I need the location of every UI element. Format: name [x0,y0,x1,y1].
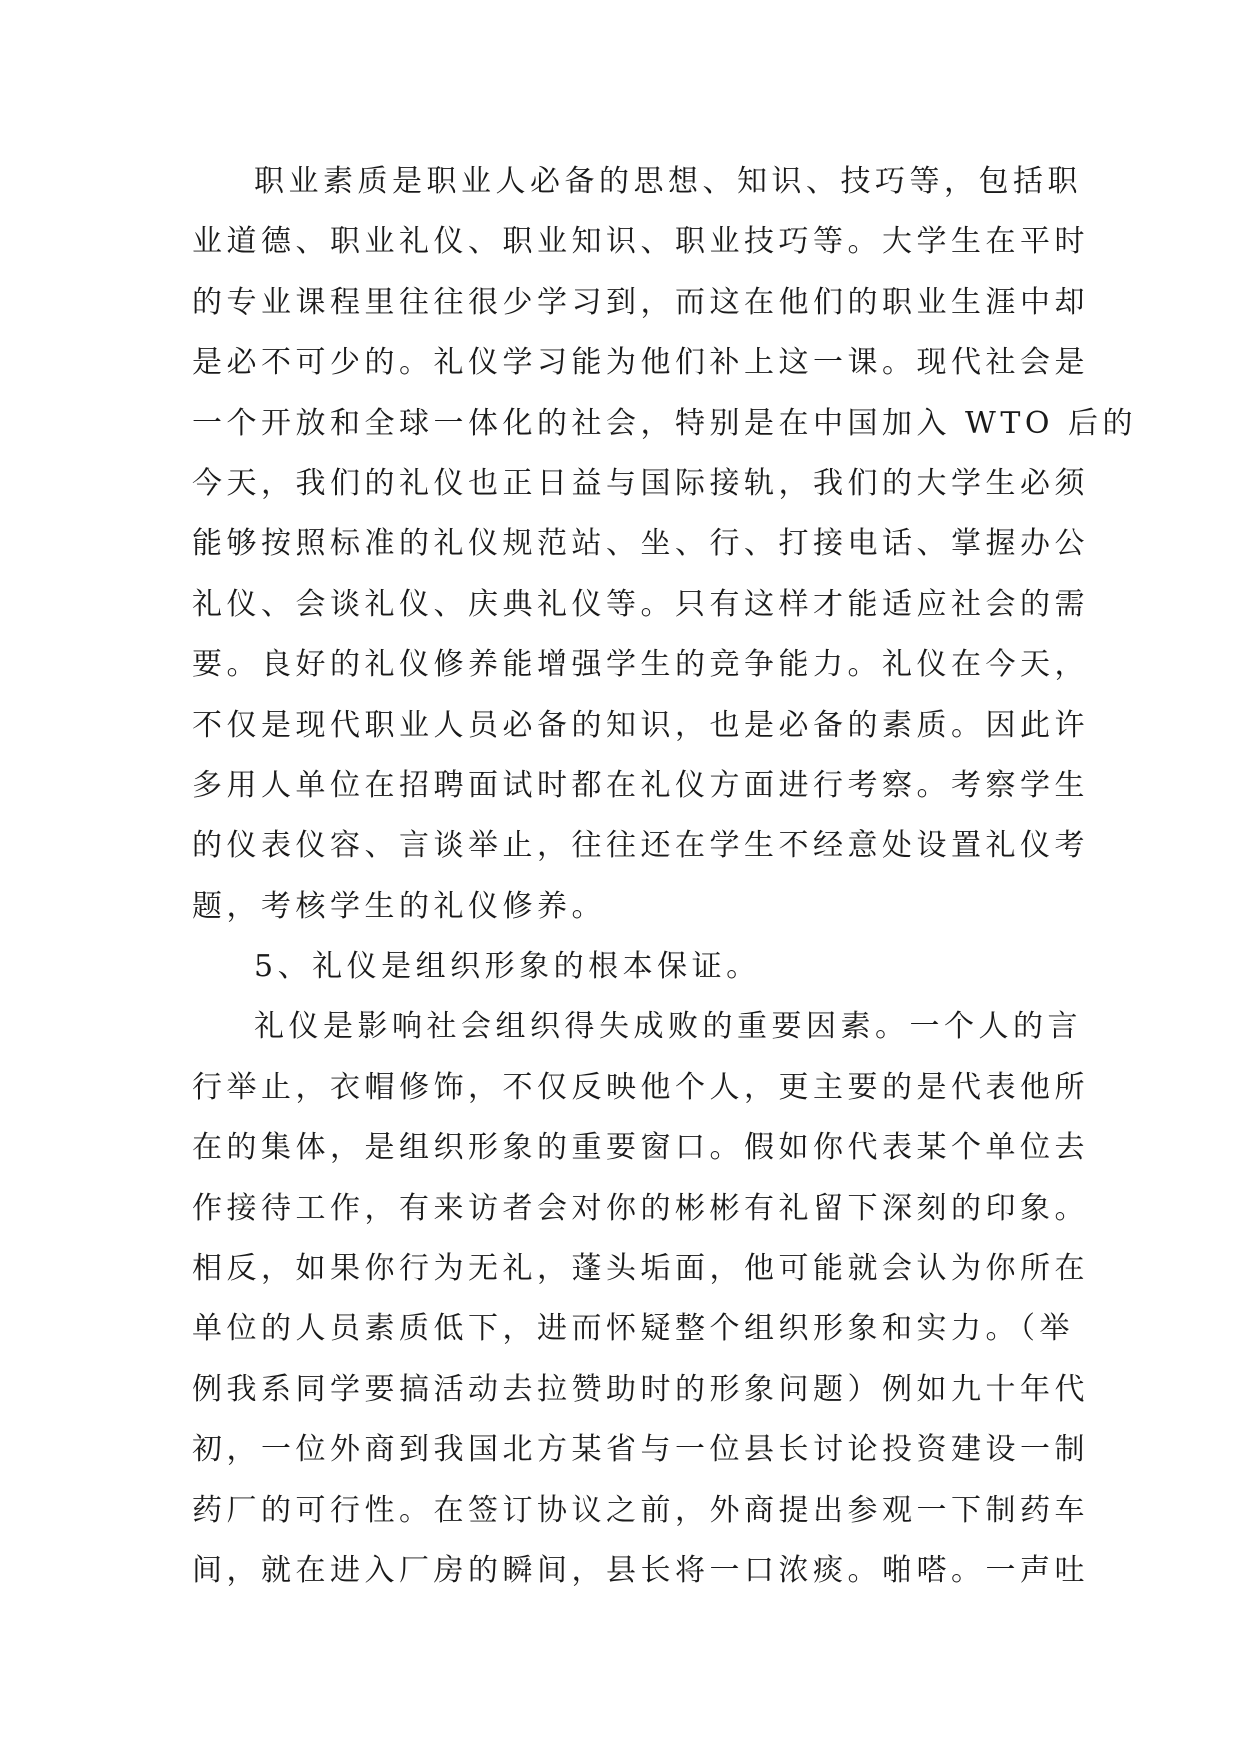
text-line: 是必不可少的。礼仪学习能为他们补上这一课。现代社会是 [192,345,1089,381]
text-line: 要。良好的礼仪修养能增强学生的竞争能力。礼仪在今天， [192,647,1089,683]
text-line: 一个开放和全球一体化的社会，特别是在中国加入 WTO 后的 [192,405,1138,441]
text-line: 相反，如果你行为无礼，蓬头垢面，他可能就会认为你所在 [192,1251,1089,1287]
text-line: 不仅是现代职业人员必备的知识，也是必备的素质。因此许 [192,707,1089,743]
text-line: 单位的人员素质低下，进而怀疑整个组织形象和实力。（举 [192,1311,1074,1347]
text-line: 间，就在进入厂房的瞬间，县长将一口浓痰。啪嗒。一声吐 [192,1552,1089,1588]
document-page [192,152,1138,1601]
section-heading: 5、礼仪是组织形象的根本保证。 [254,949,761,985]
text-line: 礼仪是影响社会组织得失成败的重要因素。一个人的言 [254,1009,1082,1045]
text-line: 题，考核学生的礼仪修养。 [192,888,606,924]
text-line: 在的集体，是组织形象的重要窗口。假如你代表某个单位去 [192,1130,1089,1166]
text-line: 多用人单位在招聘面试时都在礼仪方面进行考察。考察学生 [192,767,1089,803]
text-line: 的专业课程里往往很少学习到，而这在他们的职业生涯中却 [192,284,1089,320]
text-line: 例我系同学要搞活动去拉赞助时的形象问题）例如九十年代 [192,1371,1089,1407]
text-line: 业道德、职业礼仪、职业知识、职业技巧等。大学生在平时 [192,224,1089,260]
text-line: 行举止，衣帽修饰，不仅反映他个人，更主要的是代表他所 [192,1069,1089,1105]
text-line: 今天，我们的礼仪也正日益与国际接轨，我们的大学生必须 [192,465,1089,501]
text-line: 的仪表仪容、言谈举止，往往还在学生不经意处设置礼仪考 [192,828,1089,864]
text-line: 能够按照标准的礼仪规范站、坐、行、打接电话、掌握办公 [192,526,1089,562]
text-line: 礼仪、会谈礼仪、庆典礼仪等。只有这样才能适应社会的需 [192,586,1089,622]
text-line: 作接待工作，有来访者会对你的彬彬有礼留下深刻的印象。 [192,1190,1089,1226]
text-line: 职业素质是职业人必备的思想、知识、技巧等，包括职 [254,164,1082,199]
text-line: 初，一位外商到我国北方某省与一位县长讨论投资建设一制 [192,1432,1089,1468]
text-line: 药厂的可行性。在签订协议之前，外商提出参观一下制药车 [192,1492,1089,1528]
